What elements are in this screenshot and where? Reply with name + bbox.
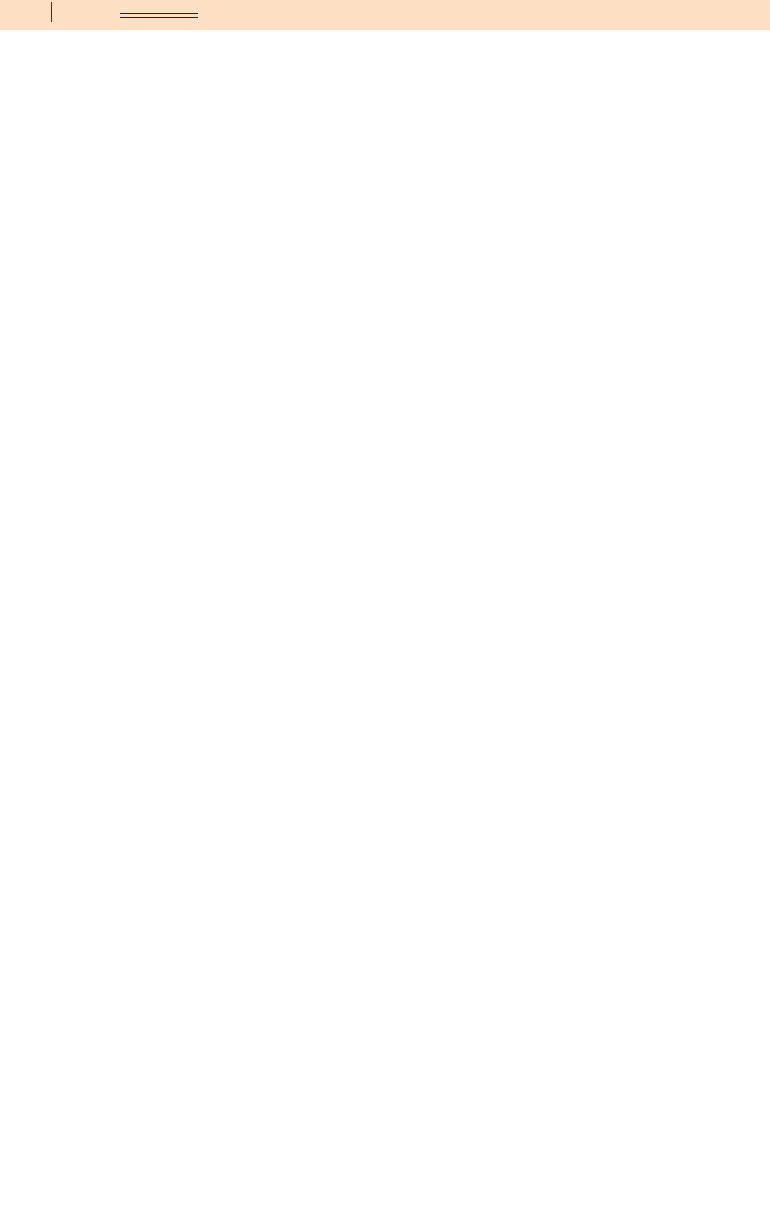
brand-divider	[51, 2, 52, 22]
decorative-rule	[120, 13, 198, 18]
brand-logo-left	[48, 2, 55, 22]
masthead	[0, 0, 770, 30]
